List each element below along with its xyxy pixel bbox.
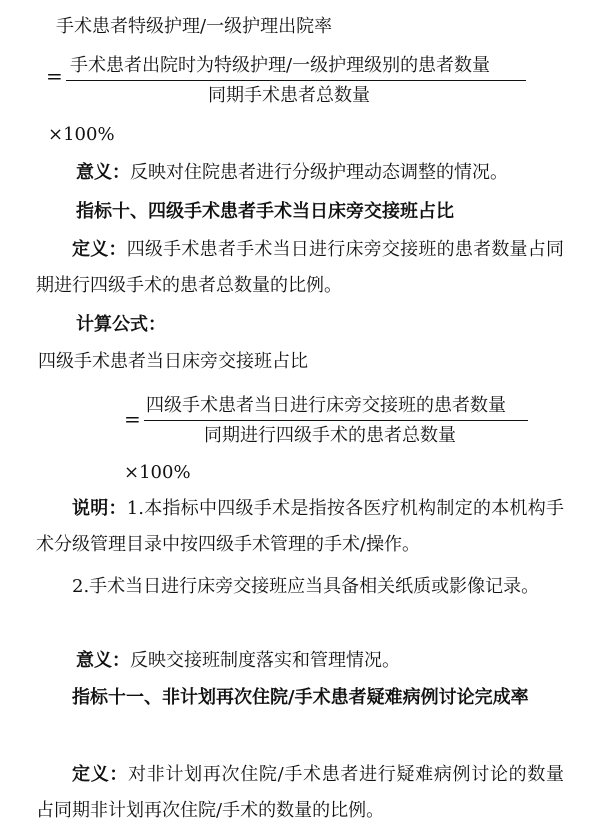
indicator10-definition-label: 定义： — [72, 239, 127, 260]
formula2-denominator: 同期进行四级手术的患者总数量 — [204, 425, 456, 446]
indicator10-definition — [36, 232, 564, 304]
meaning1 — [76, 162, 508, 184]
formula2-equals: = — [124, 407, 141, 431]
explanation-item2: 2.手术当日进行床旁交接班应当具备相关纸质或影像记录。 — [72, 576, 540, 597]
formula1-equals: = — [46, 64, 63, 88]
indicator10-definition-text: 四级手术患者手术当日进行床旁交接班的患者数量占同期进行四级手术的患者总数量的比例。 — [36, 239, 565, 296]
formula1-numerator: 手术患者出院时为特级护理/一级护理级别的患者数量 — [70, 55, 491, 76]
formula1-denominator: 同期手术患者总数量 — [208, 85, 370, 106]
formula1-fraction-bar — [66, 80, 526, 81]
meaning1-label: 意义： — [76, 162, 130, 183]
formula1-title: 手术患者特级护理/一级护理出院率 — [56, 16, 333, 37]
indicator11-definition-text: 对非计划再次住院/手术患者进行疑难病例讨论的数量占同期非计划再次住院/手术的数量的比例。 — [36, 764, 565, 821]
explanation-item1 — [36, 491, 564, 563]
meaning2-text: 反映交接班制度落实和管理情况。 — [130, 650, 400, 671]
formula2-fraction-bar — [144, 420, 528, 421]
meaning2-label: 意义： — [76, 650, 130, 671]
indicator11-definition — [36, 757, 564, 829]
indicator10-heading: 指标十、四级手术患者手术当日床旁交接班占比 — [76, 201, 454, 222]
formula2-numerator: 四级手术患者当日进行床旁交接班的患者数量 — [146, 395, 506, 416]
formula2-title: 四级手术患者当日床旁交接班占比 — [38, 351, 308, 372]
meaning1-text: 反映对住院患者进行分级护理动态调整的情况。 — [130, 162, 508, 183]
formula1-multiplier: ×100% — [48, 124, 115, 145]
explanation-item1-text: 1.本指标中四级手术是指按各医疗机构制定的本机构手术分级管理目录中按四级手术管理的手术/操作。 — [36, 498, 565, 555]
formula2-multiplier: ×100% — [124, 462, 191, 483]
explanation-label: 说明： — [72, 498, 127, 519]
indicator10-formula-label: 计算公式： — [76, 314, 166, 335]
indicator11-heading: 指标十一、非计划再次住院/手术患者疑难病例讨论完成率 — [72, 687, 529, 708]
meaning2 — [76, 650, 400, 672]
indicator11-definition-label: 定义： — [72, 764, 129, 785]
